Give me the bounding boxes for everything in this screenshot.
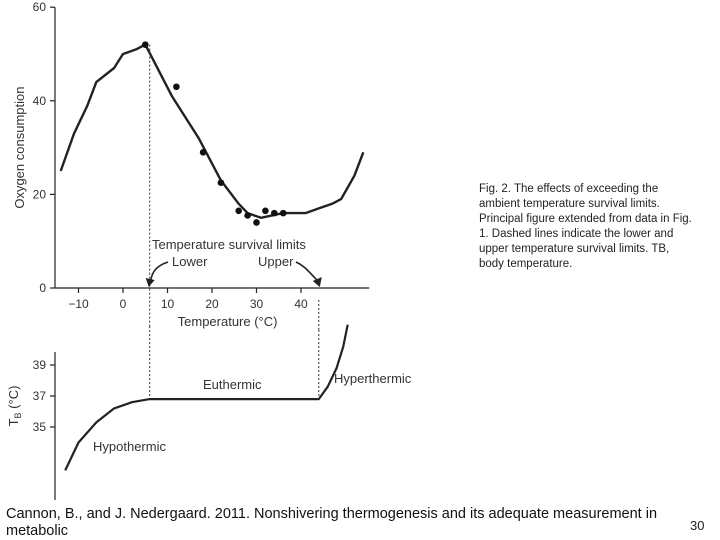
euthermic-label: Euthermic [203,377,262,392]
oxygen-data-point [218,179,225,186]
body-temp-label-subscript: B [13,412,23,419]
oxygen-data-point [253,219,260,226]
oxygen-data-point [262,207,269,214]
oxygen-y-axis-label: Oxygen consumption [12,86,27,209]
oxygen-data-point [173,83,180,90]
oxygen-x-tick-label: 0 [119,297,127,311]
upper-limit-label: Upper [258,254,294,269]
oxygen-x-tick-label: 30 [249,297,264,311]
hyperthermic-label: Hyperthermic [334,371,412,386]
body-temp-y-tick-label: 39 [32,358,46,372]
oxygen-x-tick-label: −10 [68,297,89,311]
body-temp-y-tick-label: 35 [32,420,46,434]
figure-caption: Fig. 2. The effects of exceeding the ambient temperature survival limits. Principal figure extended from data in Fig. 1. Dashed lines indicate the lower and upper temperature survival limits. TB, body temperature. [479,183,692,270]
oxygen-x-ticks [68,288,308,311]
hypothermic-label: Hypothermic [93,439,166,454]
oxygen-x-tick-label: 10 [160,297,175,311]
oxygen-data-point [142,41,149,48]
oxygen-y-tick-label: 20 [32,187,46,202]
page-number: 30 [690,518,705,533]
upper-limit-arrow [296,262,318,281]
body-temp-label-unit: (°C) [6,385,21,413]
survival-limits-title: Temperature survival limits [152,237,306,252]
oxygen-x-axis-label: Temperature (°C) [177,314,278,329]
lower-limit-label: Lower [172,254,208,269]
oxygen-data-point [200,149,207,156]
oxygen-data-point [271,210,278,217]
body-temp-y-tick-label: 37 [32,389,46,403]
oxygen-y-tick-label: 40 [32,93,46,108]
oxygen-y-tick-label: 0 [39,281,46,295]
upper-limit-arrowhead [313,277,322,287]
body-temp-label-t: T [6,418,21,427]
oxygen-y-tick-label: 60 [32,0,46,15]
oxygen-y-ticks [33,0,55,295]
oxygen-data-point [244,212,251,219]
body-temperature-panel [6,325,412,500]
oxygen-data-point [280,210,287,217]
oxygen-x-tick-label: 40 [294,297,308,311]
oxygen-data-point [235,207,242,214]
oxygen-x-tick-label: 20 [205,297,219,311]
oxygen-data-points [142,41,287,225]
oxygen-consumption-line [61,45,364,218]
body-temp-y-ticks [33,358,55,434]
body-temp-y-axis-label [6,386,23,427]
citation-text: Cannon, B., and J. Nedergaard. 2011. Nonshivering thermogenesis and its adequate measurement in metabolic [6,506,658,539]
lower-limit-arrow [151,262,168,281]
oxygen-consumption-panel [12,0,369,330]
